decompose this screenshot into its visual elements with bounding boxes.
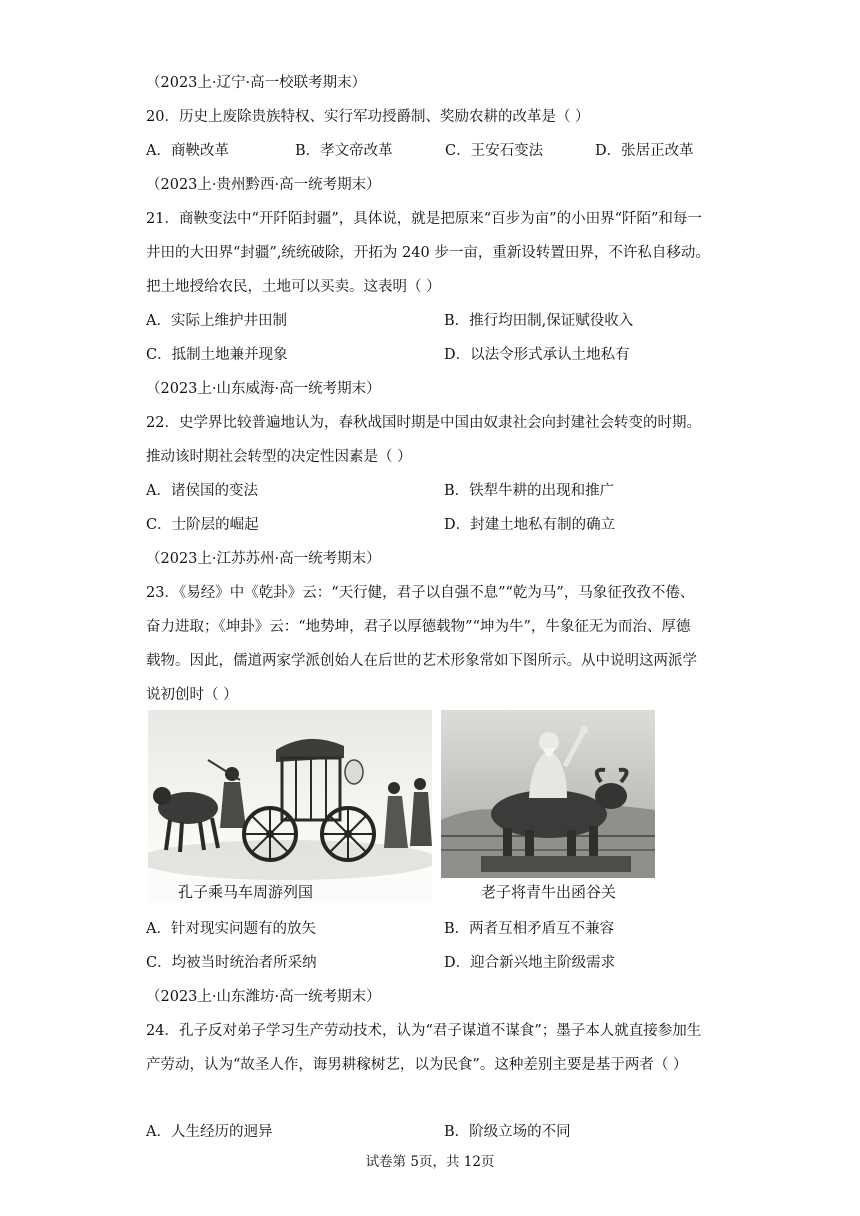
laozi-image-caption: 老子将青牛出函谷关 — [481, 883, 617, 901]
q24-source: （2023上·山东潍坊·高一统考期末） — [146, 989, 381, 1005]
q20-option-a: A．商鞅改革 — [146, 143, 229, 159]
q22-option-d: D．封建土地私有制的确立 — [444, 517, 616, 533]
q22-option-c: C．士阶层的崛起 — [146, 517, 259, 533]
q20-option-b: B．孝文帝改革 — [295, 143, 393, 159]
confucius-image-caption: 孔子乘马车周游列国 — [178, 883, 314, 901]
q22-stem-line-2: 推动该时期社会转型的决定性因素是（ ） — [146, 449, 412, 465]
q21-source: （2023上·贵州黔西·高一统考期末） — [146, 177, 381, 193]
laozi-ox-image — [441, 710, 655, 878]
q23-stem-line-1: 23．《易经》中《乾卦》云：“天行健，君子以自强不息”“乾为马”，马象征孜孜不倦、 — [146, 585, 695, 601]
q20-stem: 20．历史上废除贵族特权、实行军功授爵制、奖励农耕的改革是（ ） — [146, 109, 590, 125]
q23-stem-line-2: 奋力进取；《坤卦》云：“地势坤，君子以厚德载物”“坤为牛”，牛象征无为而治、厚德 — [146, 619, 691, 635]
q24-option-a: A．人生经历的迥异 — [146, 1124, 273, 1140]
confucius-carriage-illustration — [148, 710, 432, 902]
q23-option-a: A．针对现实问题有的放矢 — [146, 921, 316, 937]
q21-option-a: A．实际上维护井田制 — [146, 313, 287, 329]
confucius-carriage-image — [148, 710, 432, 902]
q21-stem-line-1: 21．商鞅变法中“开阡陌封疆”，具体说，就是把原来“百步为亩”的小田界“阡陌”和每一 — [146, 211, 702, 227]
q23-option-b: B．两者互相矛盾互不兼容 — [444, 921, 615, 937]
q24-option-b: B．阶级立场的不同 — [444, 1124, 571, 1140]
q22-option-b: B．铁犁牛耕的出现和推广 — [444, 483, 615, 499]
q21-stem-line-2: 井田的大田界“封疆”,统统破除，开拓为 240 步一亩，重新设转置田界，不许私自移动。 — [146, 245, 710, 261]
q22-stem-line-1: 22．史学界比较普遍地认为，春秋战国时期是中国由奴隶社会向封建社会转变的时期。 — [146, 415, 701, 431]
q23-stem-line-3: 载物。因此，儒道两家学派创始人在后世的艺术形象常如下图所示。从中说明这两派学 — [146, 653, 697, 669]
q23-stem-line-4: 说初创时（ ） — [146, 687, 238, 703]
q21-option-c: C．抵制土地兼并现象 — [146, 347, 288, 363]
q24-stem-line-2: 产劳动，认为“故圣人作，诲男耕稼树艺，以为民食”。这种差别主要是基于两者（ ） — [146, 1057, 688, 1073]
q21-option-d: D．以法令形式承认土地私有 — [444, 347, 630, 363]
q20-source: （2023上·辽宁·高一校联考期末） — [146, 75, 367, 91]
q20-option-c: C．王安石变法 — [445, 143, 544, 159]
q21-option-b: B．推行均田制,保证赋役收入 — [444, 313, 634, 329]
q23-source: （2023上·江苏苏州·高一统考期末） — [146, 551, 381, 567]
page-footer: 试卷第 5页，共 12页 — [365, 1154, 495, 1170]
q20-option-d: D．张居正改革 — [595, 143, 694, 159]
laozi-ox-illustration — [441, 710, 655, 878]
q22-option-a: A．诸侯国的变法 — [146, 483, 258, 499]
q23-option-d: D．迎合新兴地主阶级需求 — [444, 955, 616, 971]
q22-source: （2023上·山东威海·高一统考期末） — [146, 381, 381, 397]
q24-stem-line-1: 24．孔子反对弟子学习生产劳动技术，认为“君子谋道不谋食”；墨子本人就直接参加生 — [146, 1023, 702, 1039]
q23-option-c: C．均被当时统治者所采纳 — [146, 955, 317, 971]
q21-stem-line-3: 把土地授给农民，土地可以买卖。这表明（ ） — [146, 279, 441, 295]
